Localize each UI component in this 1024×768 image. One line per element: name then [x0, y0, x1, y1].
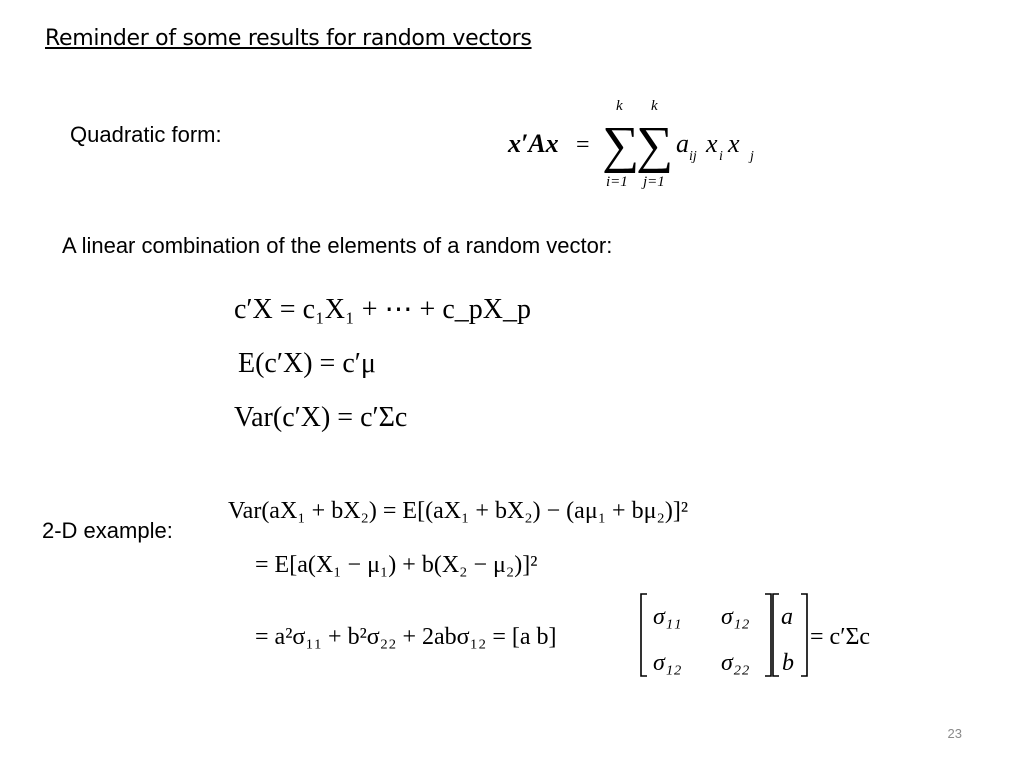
- summand-xi-subscript: i: [719, 149, 723, 164]
- vector-right-bracket: [801, 594, 807, 676]
- sum-symbol-j: ∑: [636, 117, 674, 174]
- sum-lower-limit-j: j=1: [643, 174, 665, 190]
- summand-a-subscript: ij: [689, 149, 697, 164]
- vector-left-bracket: [773, 594, 779, 676]
- matrix-cell: σ₁₂: [653, 650, 682, 676]
- vector-cell: b: [782, 650, 794, 676]
- example-eq2: = E[a(X₁ − μ₁) + b(X₂ − μ₂)]²: [255, 552, 538, 578]
- quadratic-form-equation: [500, 90, 780, 195]
- example-eq1: Var(aX₁ + bX₂) = E[(aX₁ + bX₂) − (aμ₁ + bμ₂)]²: [228, 498, 689, 524]
- summand-a: a: [676, 129, 689, 158]
- summand-xi: x: [706, 129, 718, 158]
- quadratic-lhs: x′Ax: [508, 129, 559, 158]
- vector-cell: a: [781, 604, 793, 630]
- matrix-cell: σ₂₂: [721, 650, 750, 676]
- matrix-left-bracket: [641, 594, 647, 676]
- summand-xj-subscript: j: [750, 149, 754, 164]
- sum-symbol-i: ∑: [602, 117, 640, 174]
- sum-upper-limit-i: k: [616, 98, 623, 114]
- linear-combination-label: A linear combination of the elements of a random vector:: [62, 233, 613, 258]
- variance-eq: Var(c′X) = c′Σc: [234, 402, 408, 433]
- expectation-eq: E(c′X) = c′μ: [238, 348, 376, 379]
- example-eq3-right: = c′Σc: [810, 624, 871, 650]
- matrix-cell: σ₁₁: [653, 604, 682, 630]
- sum-lower-limit-i: i=1: [606, 174, 628, 190]
- summand-xj: x: [728, 129, 740, 158]
- linear-combination-eq1: c′X = c₁X₁ + ⋯ + c_pX_p: [234, 294, 531, 325]
- quadratic-form-label: Quadratic form:: [70, 122, 222, 147]
- slide-title: Reminder of some results for random vectors: [45, 26, 532, 51]
- page-number: 23: [947, 726, 962, 741]
- example-label: 2-D example:: [42, 518, 173, 543]
- matrix-right-bracket: [765, 594, 771, 676]
- equals-sign: =: [576, 132, 590, 158]
- example-eq3: [255, 588, 905, 680]
- sum-upper-limit-j: k: [651, 98, 658, 114]
- example-eq3-left: = a²σ₁₁ + b²σ₂₂ + 2abσ₁₂ = [a b]: [255, 624, 557, 650]
- matrix-cell: σ₁₂: [721, 604, 750, 630]
